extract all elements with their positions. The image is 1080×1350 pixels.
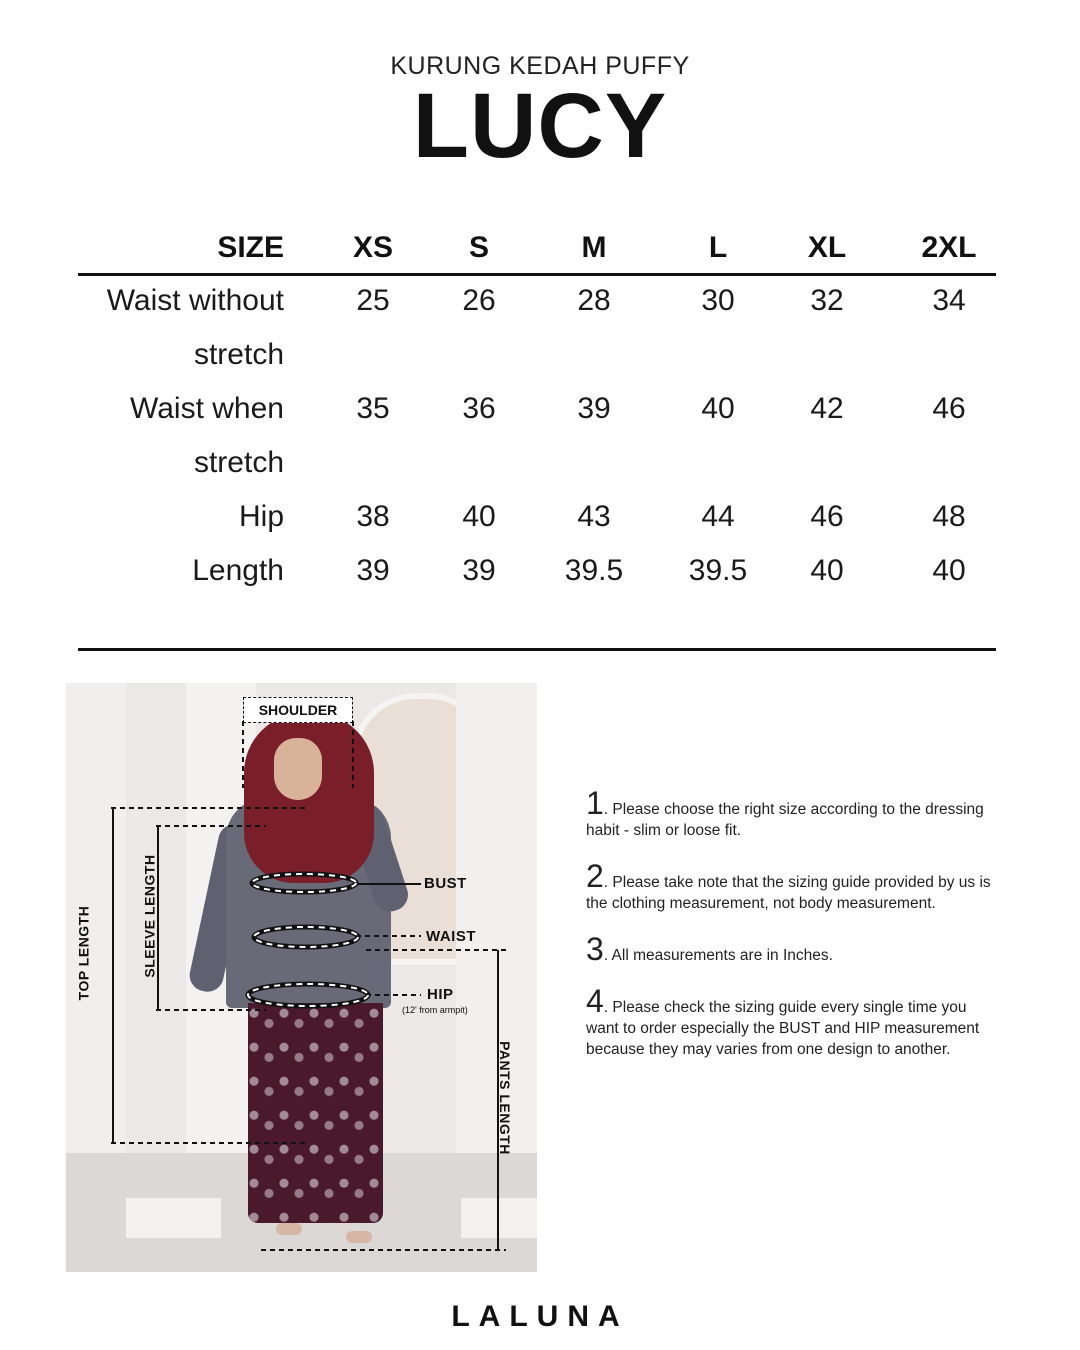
note-number: 3 bbox=[586, 931, 604, 967]
row-label: Hip bbox=[238, 500, 284, 533]
sizing-notes bbox=[586, 785, 991, 1082]
size-value: 39.5 bbox=[688, 554, 748, 587]
note-text: . Please choose the right size according to the dressing habit - slim or loose fit. bbox=[586, 801, 984, 839]
size-value: 34 bbox=[932, 284, 966, 317]
size-value: 39 bbox=[577, 392, 611, 425]
sleeve-length-label: SLEEVE LENGTH bbox=[141, 854, 158, 978]
size-value: 43 bbox=[577, 500, 611, 533]
bust-label: BUST bbox=[424, 875, 467, 892]
measurement-overlay bbox=[66, 683, 537, 1272]
size-col-header: L bbox=[708, 231, 728, 264]
row-label-cont: stretch bbox=[193, 446, 284, 479]
note-item bbox=[586, 931, 991, 967]
size-value: 28 bbox=[577, 284, 611, 317]
divider-rule bbox=[78, 648, 996, 651]
size-col-header: 2XL bbox=[921, 231, 977, 264]
size-value: 48 bbox=[932, 500, 966, 533]
size-col-header: S bbox=[468, 231, 489, 264]
size-value: 39.5 bbox=[564, 554, 624, 587]
row-label: Length bbox=[192, 554, 284, 587]
waist-label: WAIST bbox=[426, 928, 476, 945]
shoulder-label: SHOULDER bbox=[243, 697, 353, 723]
size-value: 35 bbox=[356, 392, 390, 425]
size-header: SIZE bbox=[217, 231, 284, 264]
size-value: 26 bbox=[462, 284, 496, 317]
size-col-header: M bbox=[581, 231, 607, 264]
note-text: . All measurements are in Inches. bbox=[603, 947, 833, 964]
note-item bbox=[586, 858, 991, 914]
size-value: 39 bbox=[356, 554, 390, 587]
size-value: 40 bbox=[701, 392, 735, 425]
size-value: 25 bbox=[356, 284, 390, 317]
size-value: 30 bbox=[701, 284, 735, 317]
note-number: 2 bbox=[586, 858, 604, 894]
hip-label: HIP bbox=[427, 986, 454, 1003]
table-header-rule bbox=[78, 273, 996, 276]
model-photo bbox=[66, 683, 537, 1272]
size-value: 44 bbox=[701, 500, 735, 533]
note-number: 1 bbox=[586, 785, 604, 821]
note-text: . Please check the sizing guide every single time you want to order especially the BUST and HIP measurement because they may varies from one design to another. bbox=[586, 999, 980, 1058]
size-value: 36 bbox=[462, 392, 496, 425]
row-label: Waist when bbox=[130, 392, 284, 425]
product-title: LUCY bbox=[412, 75, 668, 177]
note-item bbox=[586, 785, 991, 841]
size-value: 32 bbox=[810, 284, 844, 317]
product-subtitle: KURUNG KEDAH PUFFY bbox=[390, 52, 690, 80]
top-length-label: TOP LENGTH bbox=[75, 905, 92, 1001]
note-item bbox=[586, 983, 991, 1060]
size-value: 46 bbox=[932, 392, 966, 425]
size-value: 39 bbox=[462, 554, 496, 587]
size-value: 40 bbox=[932, 554, 966, 587]
note-number: 4 bbox=[586, 983, 604, 1019]
note-text: . Please take note that the sizing guide provided by us is the clothing measurement, not body measurement. bbox=[586, 874, 991, 912]
brand-logo: LALUNA bbox=[451, 1300, 629, 1333]
size-value: 42 bbox=[810, 392, 844, 425]
size-value: 46 bbox=[810, 500, 844, 533]
size-col-header: XL bbox=[807, 231, 847, 264]
size-value: 38 bbox=[356, 500, 390, 533]
row-label: Waist without bbox=[106, 284, 284, 317]
hip-note: (12' from armpit) bbox=[402, 1005, 468, 1015]
row-label-cont: stretch bbox=[193, 338, 284, 371]
size-value: 40 bbox=[462, 500, 496, 533]
size-value: 40 bbox=[810, 554, 844, 587]
size-col-header: XS bbox=[352, 231, 394, 264]
pants-length-label: PANTS LENGTH bbox=[496, 1041, 513, 1155]
